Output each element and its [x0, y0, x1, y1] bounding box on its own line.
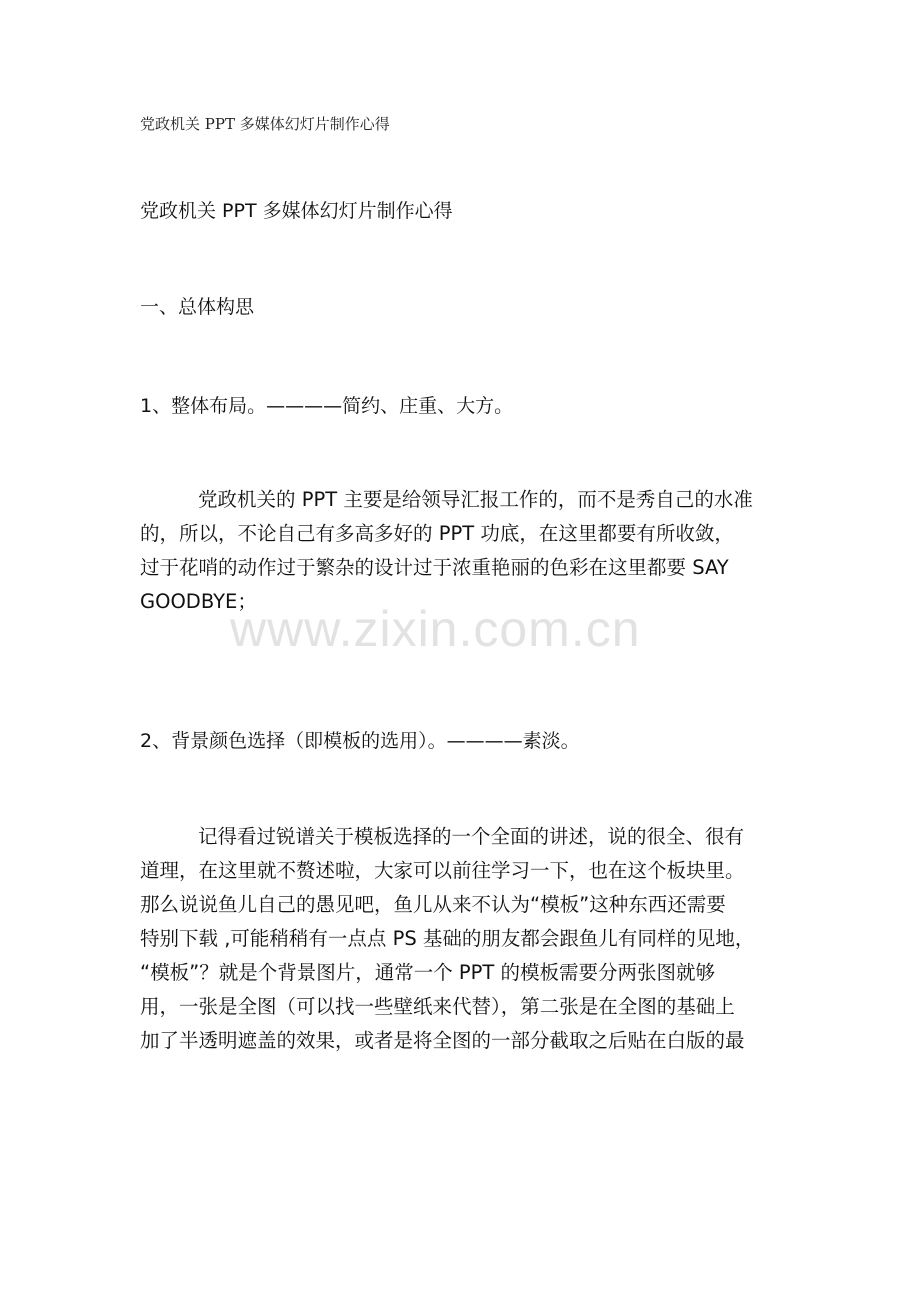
- section-heading: 一、总体构思: [140, 296, 255, 318]
- watermark: www.zixin.com.cn: [230, 601, 641, 657]
- item-2-heading: 2、背景颜色选择（即模板的选用）。————素淡。: [140, 730, 580, 752]
- item-2-paragraph: [140, 820, 800, 1058]
- paragraph-line: 党政机关的 PPT 主要是给领导汇报工作的，而不是秀自己的水准: [198, 488, 753, 511]
- paragraph-line: GOODBYE；: [140, 590, 257, 613]
- item-1-heading: 1、整体布局。————简约、庄重、大方。: [140, 395, 514, 417]
- paragraph-line: 特别下载 ,可能稍稍有一点点 PS 基础的朋友都会跟鱼儿有同样的见地，: [140, 927, 755, 950]
- page-header: 党政机关 PPT 多媒体幻灯片制作心得: [140, 115, 390, 133]
- item-1-paragraph: [140, 483, 800, 619]
- document-title: 党政机关 PPT 多媒体幻灯片制作心得: [140, 200, 453, 222]
- paragraph-line: “模板”？就是个背景图片，通常一个 PPT 的模板需要分两张图就够: [140, 961, 716, 984]
- paragraph-line: 加了半透明遮盖的效果，或者是将全图的一部分截取之后贴在白版的最: [140, 1029, 745, 1052]
- paragraph-line: 道理，在这里就不赘述啦，大家可以前往学习一下，也在这个板块里。: [140, 859, 745, 882]
- paragraph-line: 记得看过锐谱关于模板选择的一个全面的讲述，说的很全、很有: [198, 825, 745, 848]
- paragraph-line: 那么说说鱼儿自己的愚见吧，鱼儿从来不认为“模板”这种东西还需要: [140, 893, 726, 916]
- paragraph-line: 的，所以，不论自己有多高多好的 PPT 功底，在这里都要有所收敛，: [140, 522, 734, 545]
- paragraph-line: 用，一张是全图（可以找一些壁纸来代替），第二张是在全图的基础上: [140, 995, 735, 1018]
- paragraph-line: 过于花哨的动作过于繁杂的设计过于浓重艳丽的色彩在这里都要 SAY: [140, 556, 729, 579]
